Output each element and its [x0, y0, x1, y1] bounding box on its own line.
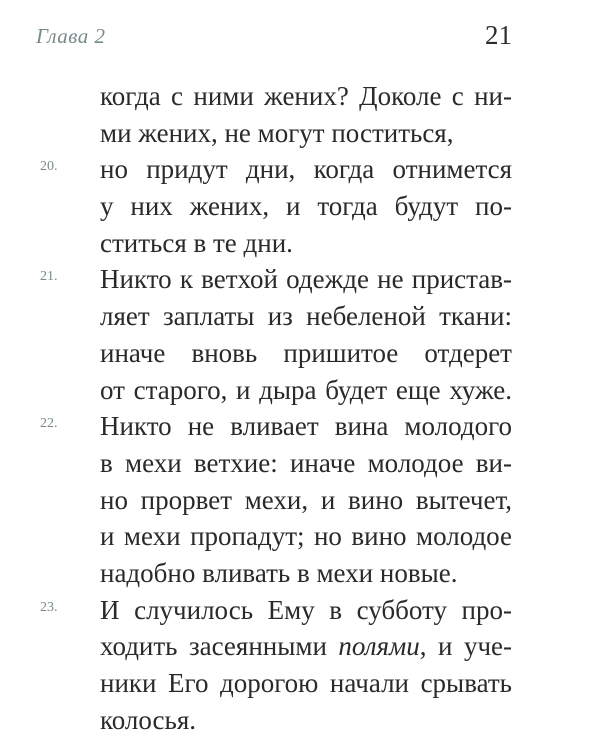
- text-line: Никто к ветхой одежде не пристав-: [100, 264, 512, 295]
- text-line: у них жених, и тогда будут по-: [100, 191, 512, 222]
- text-line: надобно вливать в мехи новые.: [100, 557, 458, 588]
- text-line: от старого, и дыра будет еще хуже.: [100, 374, 512, 405]
- text-segment: , и уче-: [419, 631, 513, 662]
- verse-20: [40, 151, 512, 261]
- text-line: Никто не вливает вина молодого: [100, 411, 512, 442]
- text-line: ститься в те дни.: [100, 227, 293, 258]
- scripture-text: [40, 78, 513, 738]
- verse-number: 20.: [40, 159, 58, 175]
- text-line: ми жених, не могут поститься,: [100, 117, 454, 148]
- verse-number: 21.: [40, 269, 58, 285]
- text-line: и мехи пропадут; но вино молодое: [100, 521, 512, 552]
- italic-word: полями: [338, 631, 420, 662]
- text-segment: ходить засеянными: [100, 631, 327, 662]
- verse-number: 22.: [40, 416, 58, 432]
- text-line-with-italic: [100, 628, 512, 665]
- text-line: ляет заплаты из небеленой ткани:: [100, 301, 512, 332]
- text-line: в мехи ветхие: иначе молодое ви-: [100, 447, 512, 478]
- text-line: когда с ними жених? Доколе с ни-: [100, 81, 512, 111]
- running-header-chapter: Глава 2: [36, 24, 106, 48]
- text-line: но придут дни, когда отнимется: [100, 154, 512, 185]
- verse-number: 23.: [40, 599, 58, 615]
- verse-21: [40, 261, 512, 408]
- text-line: но прорвет мехи, и вино вытечет,: [100, 484, 512, 515]
- verse-22: [40, 408, 512, 591]
- verse-23: [40, 592, 513, 739]
- verse-continuation: [100, 78, 512, 151]
- page-number: 21: [485, 20, 512, 50]
- text-line: И случилось Ему в субботу про-: [100, 594, 512, 625]
- text-line: иначе вновь пришитое отдерет: [100, 337, 512, 368]
- text-line: ники Его дорогою начали срывать: [100, 668, 512, 698]
- text-line: колосья.: [100, 704, 197, 735]
